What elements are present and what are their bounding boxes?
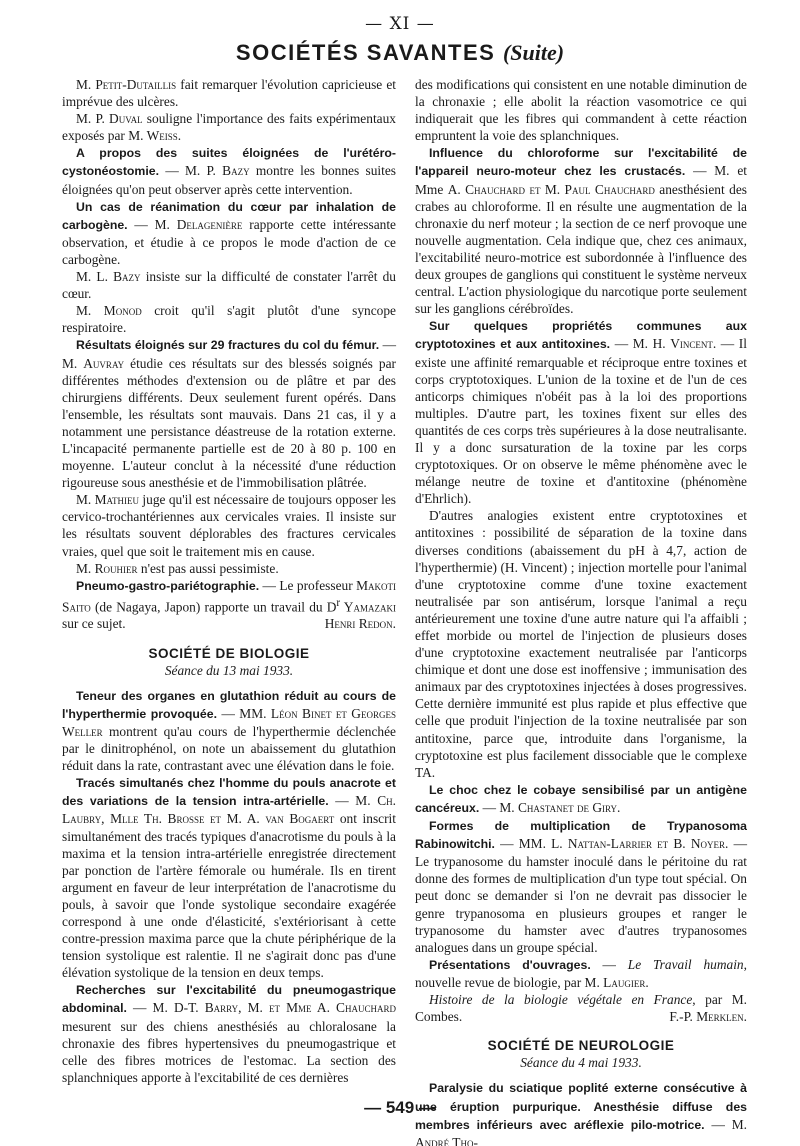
communication-title: Un cas de réanimation du cœur par inhalation de carbogène. — [62, 199, 396, 232]
paragraph-text: — MM. — [494, 836, 552, 852]
paragraph-text: étudie ces résultats sur des blessés soignés par différentes méthodes d'extension ou de plâtre et par des chirurgiens différents. Deux seulement furent opérés. Dans l'ensemble, les résultats sont mauvais. Dans 21 cas, il y a notamment une persistance déastreuse de la rotation externe. L'incapacité permanente partielle est de 20 à 80 p. 100 en moyenne. L'auteur conclut à la nécessité d'une réduction rigoureuse sous anesthésie et de l'immobilisation plâtrée. — [62, 355, 396, 491]
paragraph: D'autres analogies existent entre cryptotoxines et antitoxines : possibilité de séparation de la toxine dans diverses conditions (abaissement du pH à 4,7, action de l'hyperthermie) (H. Vincent) ; injection mortelle pour l'animal d'une cryptotoxine comme d'une toxine exactement neutralisée par son antisérum, lorsque l'animal a reçu antérieurement une toxine d'une autre nature qui l'a affaibli ; effet morbide ou mortel de l'injection de plusieurs doses d'une cryptotoxine exactement neutralisée par l'anticorps chimique et dont une dose est inoffensive ; immunisation des animaux par des cryptotoxines injectées à doses progressives. Cette dernière immunité est plus rapide et plus effective que celle que produit l'injection de la toxine neutralisée par son antitoxine, parce que, introduite dans l'organisme, la cryptotoxine est plus facilement dissociable que le complexe TA. — [415, 508, 747, 780]
author-name: D-T. Barry, M. et Mme A. Chauchard — [173, 1000, 396, 1016]
superscript: r — [336, 596, 341, 609]
paragraph-text: — M. — [126, 1000, 174, 1016]
paragraph-text: insiste sur la difficulté de constater l'arrêt du cœur. — [62, 269, 396, 302]
author-name: A. Chauchard et M. Paul Chauchard — [447, 181, 655, 197]
paragraph — [62, 302, 396, 336]
signature: F.-P. Merklen. — [669, 1009, 747, 1025]
paragraph-text: — — [590, 956, 628, 972]
paragraph-text: montre les bonnes suites éloignées qu'on peut observer après cette intervention. — [62, 163, 396, 197]
author-name: M. Mathieu — [76, 492, 140, 508]
paragraph — [62, 76, 396, 110]
paragraph-text: juge qu'il est nécessaire de toujours opposer les cervico-trochantériennes aux cervicales vraies. Il insiste sur les résultats souvent déplorables des fractures cervicales vraies, quel que soit le traitement mis en cause. — [62, 492, 396, 559]
session-date: Séance du 4 mai 1933. — [520, 1055, 642, 1071]
author-name: L. Nattan-Larrier et B. Noyer — [551, 836, 726, 852]
paragraph-text: croit qu'il s'agit plutôt d'une syncope respiratoire. — [62, 303, 396, 336]
paragraph — [415, 956, 747, 991]
signature: Henri Redon. — [324, 616, 396, 632]
communication-title: Teneur des organes en glutathion réduit au cours de l'hyperthermie provoquée. — [62, 688, 396, 721]
paragraph-text: . — Le trypanosome du hamster inoculé dans le péritoine du rat donne des formes de multiplication d'un type tout spécial. On peut donc se demander si l'on ne devrait pas dissocier le genre trypanosoma en plusieurs groupes et ranger le trypanosome du hamster avec d'autres trypanosomes analogues dans un groupe spécial. — [415, 836, 747, 955]
page-number-top: — XI — — [365, 14, 435, 34]
author-name: Delagenière — [176, 216, 243, 232]
paragraph — [415, 317, 747, 507]
paragraph-text: — M. H. — [610, 336, 671, 352]
author-name: Vincent — [670, 336, 713, 352]
paragraph — [62, 336, 396, 491]
paragraph-text: — M. P. — [159, 163, 223, 179]
author-name: Yamazaki — [340, 599, 396, 615]
paragraph-text: anesthésient des crabes au chloroforme. Il en résulte une augmentation de la chronaxie du nerf moteur ; la section de ce nerf provoque une nouvelle augmentation. Cela indique que, chez ces animaux, l'excitabilité neuro-motrice est subordonnée à l'influence des deux groupes de ganglions qui constituent le système nerveux central. L'action physiologique du narcotique porte seulement sur les ganglions cérébroïdes. — [415, 181, 747, 317]
communication-title: A propos des suites éloignées de l'urétéro-cystonéostomie. — [62, 146, 396, 179]
author-name: M. Petit-Dutaillis — [76, 77, 177, 92]
author-name: Léon Binet et Georges Weller — [62, 705, 396, 739]
paragraph-text: — M. — [127, 216, 177, 232]
paragraph-text: — M. et Mme — [415, 163, 748, 197]
paragraph-text: , par M. Combes. — [415, 991, 747, 1025]
paragraph-text: — MM. — [217, 705, 271, 721]
paragraph-text: . — Il existe une affinité remarquable et réciproque entre toxines et corps cryptotoxiques. L'union de la toxine et de l'un de ces anticorps chimiques n'obéit pas à la loi des proportions multiples. D'autre part, les toxines fixent sur elles des quantités de ces corps très supérieures à la dose neutralisante. Il y a donc sursaturation de la toxine par les corps cryptotoxiques. Or on observe le même phénomène avec le mélange neutre de toxine et d'antitoxine (phénomène d'Ehrlich). — [415, 336, 747, 507]
communication-title: Formes de multiplication de Trypanosoma Rabinowitchi. — [415, 819, 747, 852]
title-suffix: (Suite) — [502, 40, 565, 65]
session-date: Séance du 13 mai 1933. — [164, 662, 294, 678]
paragraph-text: — Le professeur — [259, 577, 357, 593]
paragraph-text: n'est pas aussi pessimiste. — [137, 560, 279, 576]
author-name: André Tho- — [415, 1134, 478, 1146]
paragraph-text: , nouvelle revue de biologie, par M. — [415, 956, 747, 990]
author-name: Auvray — [83, 355, 125, 371]
paragraph-text: — M. — [479, 799, 518, 815]
right-column — [415, 76, 747, 1146]
page-title — [0, 40, 800, 66]
paragraph-text: sur ce sujet. — [62, 616, 126, 632]
book-title: Histoire de la biologie végétale en France — [429, 991, 693, 1007]
communication-title: Pneumo-gastro-pariétographie. — [76, 578, 260, 593]
section-heading: SOCIÉTÉ DE BIOLOGIE — [148, 645, 310, 661]
paragraph-text: ont inscrit simultanément des tracés typiques d'anacrotisme du pouls à la maxima et la tension intra-artérielle enregistrée directement par ponction de l'artère fémorale ou humérale. Ils en tirent argument en faveur de leur interprétation de l'anacrotisme du pouls, à savoir que l'onde systolique secondaire exagérée correspond à une onde d'élasticité, s'extériorisant à cette contre-pression maxima parce que la chute périphérique de la tension systolique est ralentie. Il ne s'agirait donc pas d'une élévation systolique de la tension en deux temps. — [62, 811, 396, 981]
communication-title: Recherches sur l'excitabilité du pneumogastrique abdominal. — [62, 983, 396, 1016]
communication-title: Sur quelques propriétés communes aux cryptotoxines et aux antitoxines. — [415, 319, 747, 352]
author-name: Chastanet de Giry — [517, 799, 618, 815]
communication-title: Présentations d'ouvrages. — [429, 957, 591, 972]
paragraph-text: . — [645, 974, 649, 990]
communication-title: Influence du chloroforme sur l'excitabilité de l'appareil neuro-moteur chez les crustacés. — [415, 146, 747, 179]
section-heading: SOCIÉTÉ DE NEUROLOGIE — [487, 1038, 675, 1054]
author-name: Bazy — [222, 163, 250, 179]
author-name: M. Monod — [76, 303, 142, 319]
paragraph — [62, 144, 396, 197]
paragraph-text: . — [617, 799, 621, 815]
communication-title: Résultats éloignés sur 29 fractures du col du fémur. — [76, 338, 380, 353]
communication-title: Tracés simultanés chez l'homme du pouls anacrote et des variations de la tension intra-artérielle. — [62, 776, 396, 809]
paragraph-text: — M. — [328, 793, 378, 809]
author-name: M. L. Bazy — [76, 269, 141, 285]
paragraph — [415, 144, 747, 317]
author-name: Laugier — [603, 974, 646, 990]
paragraph — [62, 687, 396, 774]
paragraph — [62, 198, 396, 268]
author-name: M. Rouhier — [76, 560, 138, 576]
paragraph-text: — M. — [704, 1116, 748, 1132]
paragraph-text: fait remarquer l'évolution capricieuse et imprévue des ulcères. — [62, 77, 396, 110]
communication-title: Le choc chez le cobaye sensibilisé par un antigène cancéreux. — [415, 782, 747, 815]
paragraph: des modifications qui consistent en une notable diminution de la chronaxie ; elle abolit la réaction vasomotrice ce qui indiquerait que les fibres qui commandent à cette réaction empruntent la voie des splanchniques. — [415, 77, 747, 144]
paragraph — [62, 491, 396, 559]
paragraph-text: souligne l'importance des faits expérimentaux exposés par — [62, 111, 396, 144]
paragraph-text: montrent qu'au cours de l'hyperthermie déclenchée par le dinitrophénol, on note un abaissement du glutathion réduit dans la rate, contrastant avec une élévation dans le foie. — [62, 723, 396, 774]
paragraph — [62, 268, 396, 302]
paragraph — [415, 817, 747, 956]
paragraph — [62, 560, 396, 577]
communication-title: Paralysie du sciatique poplité externe consécutive à une éruption purpurique. Anesthésie diffuse des membres inférieurs avec aréflexie pilo-motrice. — [415, 1081, 747, 1132]
paragraph-text: . — [177, 128, 182, 144]
paragraph — [415, 781, 747, 817]
author-name: M. P. Duval — [76, 111, 143, 127]
paragraph — [62, 110, 396, 144]
paragraph — [62, 981, 396, 1086]
left-column — [62, 76, 396, 1086]
paragraph-text: rapporte cette intéressante observation, et étudie à ce propos le mode d'action de ce carbogène. — [62, 216, 396, 267]
title-text: SOCIÉTÉS SAVANTES — [235, 40, 496, 65]
paragraph-text: (de Nagaya, Japon) rapporte un travail du D — [90, 599, 337, 615]
book-title: Le Travail humain — [627, 956, 744, 972]
page-number-bottom: — 549 — — [364, 1098, 436, 1117]
paragraph-text: mesurent sur des chiens anesthésiés au chloralosane la chronaxie des fibres hypertensives du pneumogastrique et celle des fibres motrices de l'estomac. La section des splanchniques apporte à l'excitabilité de ces dernières — [62, 1018, 396, 1085]
author-name: Makoti Saito — [62, 577, 396, 615]
author-name: Ch. Laubry, Mlle Th. Brosse et M. A. van Bogaert — [62, 793, 396, 827]
author-name: M. Weiss — [128, 128, 178, 144]
paragraph-text: — M. — [62, 337, 396, 371]
paragraph — [62, 774, 396, 981]
